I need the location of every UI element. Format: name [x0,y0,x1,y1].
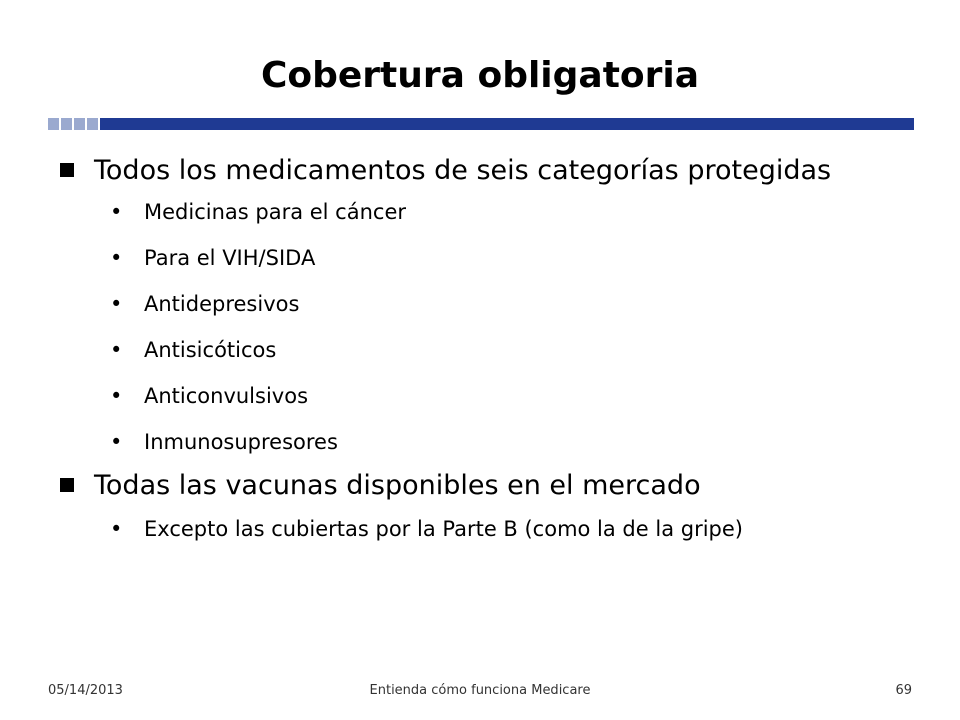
square-bullet-icon [60,478,74,492]
round-bullet-icon: • [110,200,123,224]
bullet-level2 [60,383,930,409]
round-bullet-icon: • [110,246,123,270]
slide-title: Cobertura obligatoria [260,55,700,96]
bullet-level2 [60,516,904,542]
bullet-level1 [60,469,930,502]
bullet-text: Antidepresivos [144,292,300,316]
footer-date: 05/14/2013 [48,683,123,698]
bullet-text: Anticonvulsivos [144,384,309,408]
bullet-level2 [60,199,930,225]
bullet-text: Para el VIH/SIDA [144,246,316,270]
footer-title: Entienda cómo funciona Medicare [369,683,591,698]
round-bullet-icon: • [110,338,123,362]
round-bullet-icon: • [110,292,123,316]
bullet-level2 [60,291,930,317]
bullet-level1 [60,154,930,187]
bullet-list [60,140,930,542]
round-bullet-icon: • [110,384,123,408]
round-bullet-icon: • [110,430,123,454]
round-bullet-icon: • [110,517,123,541]
bullet-text: Medicinas para el cáncer [144,200,407,224]
bullet-text: Inmunosupresores [144,430,338,454]
bullet-level2 [60,337,930,363]
bullet-text: Todos los medicamentos de seis categorías protegidas [94,155,832,186]
title-underline-bar [100,118,914,130]
bullet-level2 [60,429,930,455]
title-bar-segment [87,118,98,130]
bullet-text: Antisicóticos [144,338,277,362]
title-bar-segment [61,118,72,130]
square-bullet-icon [60,163,74,177]
bullet-level2 [60,245,930,271]
title-bar-segment [74,118,85,130]
bullet-text: Excepto las cubiertas por la Parte B (como la de la gripe) [144,517,743,541]
title-bar-segment [48,118,59,130]
bullet-text: Todas las vacunas disponibles en el mercado [94,470,701,501]
page-number: 69 [895,683,912,698]
